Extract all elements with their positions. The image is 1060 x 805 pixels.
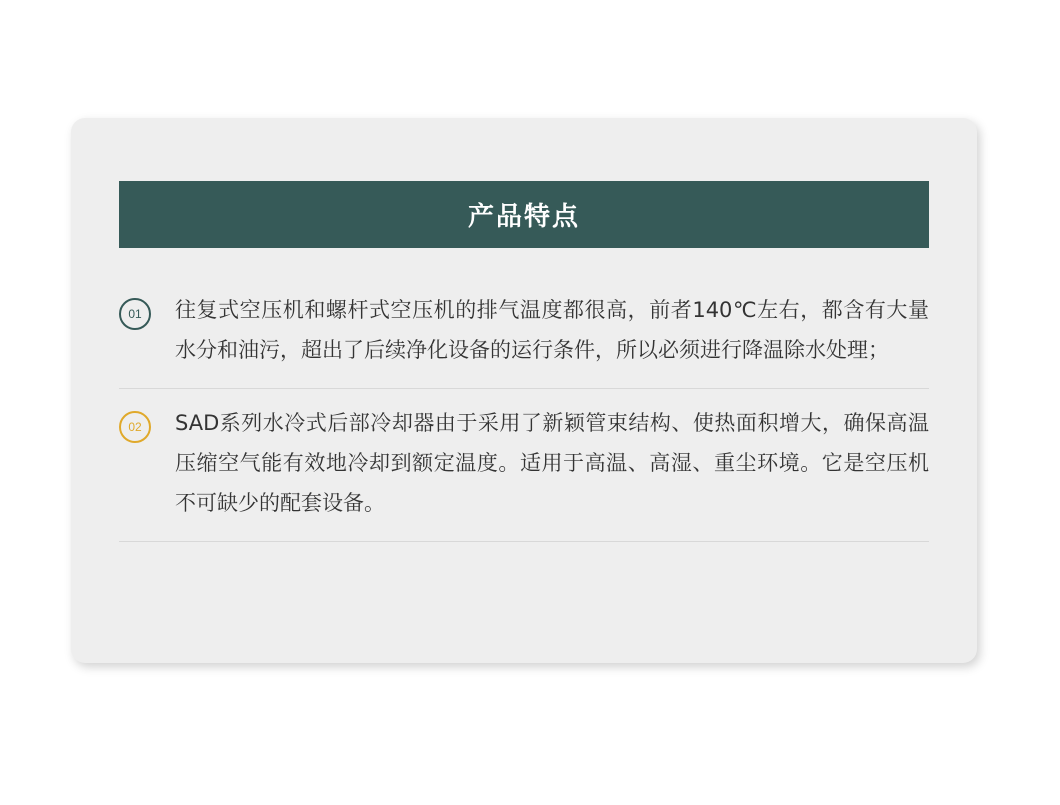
- page-title: 产品特点: [467, 201, 580, 231]
- feature-list: [119, 276, 929, 542]
- list-item: [119, 389, 929, 542]
- list-item: [119, 276, 929, 389]
- feature-number-badge: 01: [119, 298, 151, 330]
- feature-text: SAD系列水冷式后部冷却器由于采用了新颖管束结构、使热面积增大，确保高温压缩空气能有效地冷却到额定温度。适用于高温、高湿、重尘环境。它是空压机不可缺少的配套设备。: [175, 411, 929, 515]
- feature-number-badge: 02: [119, 411, 151, 443]
- feature-text: 往复式空压机和螺杆式空压机的排气温度都很高，前者140℃左右，都含有大量水分和油污，超出了后续净化设备的运行条件，所以必须进行降温除水处理；: [175, 298, 929, 362]
- section-title-bar: [119, 181, 929, 248]
- product-features-card: [71, 118, 977, 663]
